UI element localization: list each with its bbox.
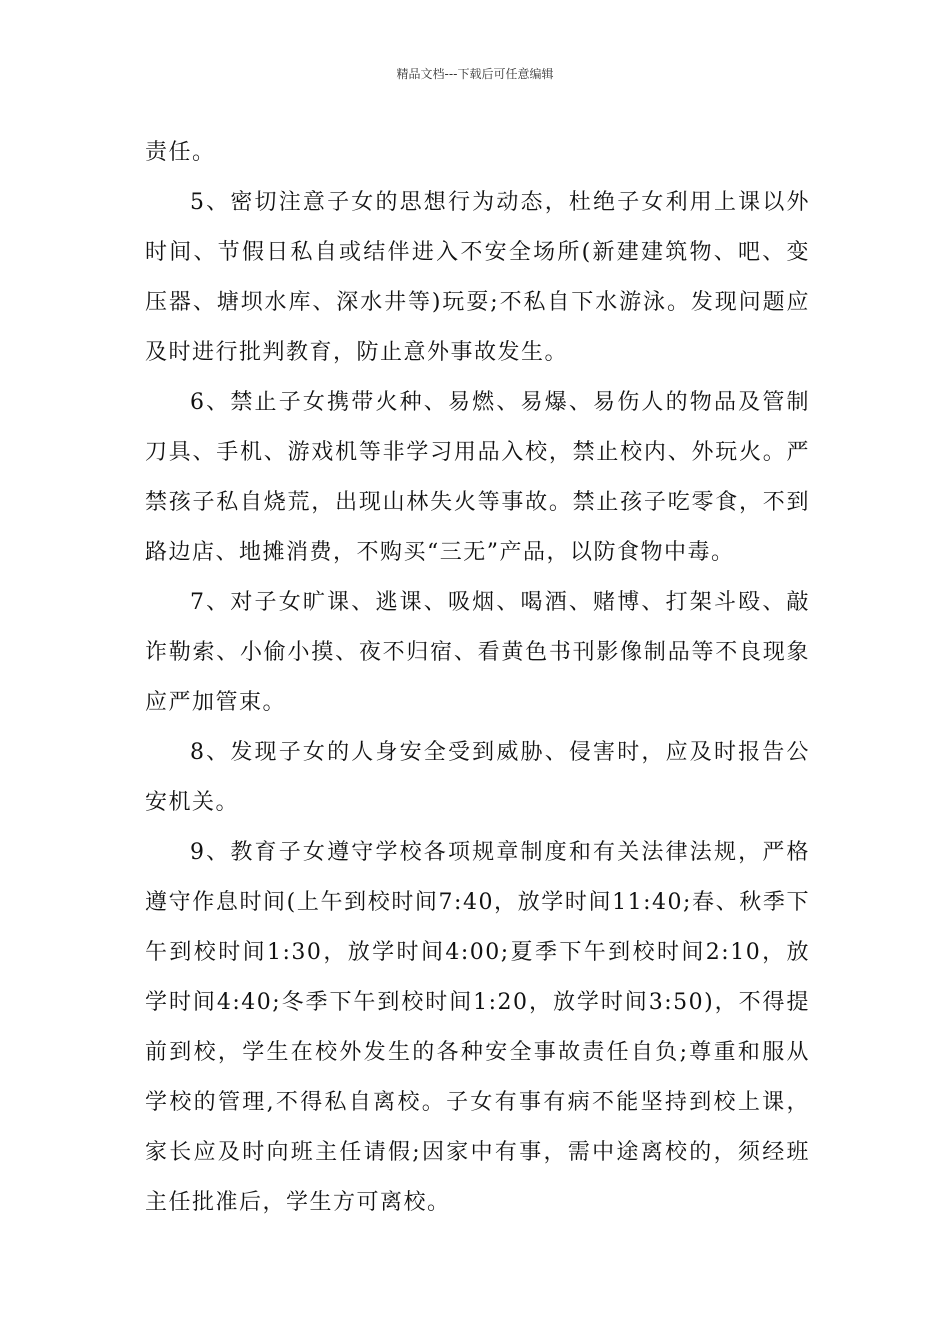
paragraph-item-7: 7、对子女旷课、逃课、吸烟、喝酒、赌博、打架斗殴、敲诈勒索、小偷小摸、夜不归宿、看黄色书刊影像制品等不良现象应严加管束。 — [145, 590, 810, 715]
document-body — [145, 128, 810, 1228]
paragraph-item-9: 9、教育子女遵守学校各项规章制度和有关法律法规，严格遵守作息时间(上午到校时间7:40，放学时间11:40;春、秋季下午到校时间1:30，放学时间4:00;夏季下午到校时间2:10，放学时间4:40;冬季下午到校时间1:20，放学时间3:50)，不得提前到校，学生在校外发生的各种安全事故责任自负;尊重和服从学校的管理,不得私自离校。子女有事有病不能坚持到校上课，家长应及时向班主任请假;因家中有事，需中途离校的，须经班主任批准后，学生方可离校。 — [145, 840, 810, 1215]
paragraph-continuation: 责任。 — [145, 140, 216, 165]
page-header: 精品文档---下载后可任意编辑 — [396, 67, 554, 81]
paragraph-item-6: 6、禁止子女携带火种、易燃、易爆、易伤人的物品及管制刀具、手机、游戏机等非学习用品入校，禁止校内、外玩火。严禁孩子私自烧荒，出现山林失火等事故。禁止孩子吃零食，不到路边店、地摊消费，不购买“三无”产品，以防食物中毒。 — [145, 390, 810, 565]
paragraph-item-5: 5、密切注意子女的思想行为动态，杜绝子女利用上课以外时间、节假日私自或结伴进入不安全场所(新建建筑物、吧、变压器、塘坝水库、深水井等)玩耍;不私自下水游泳。发现问题应及时进行批判教育，防止意外事故发生。 — [145, 190, 810, 365]
paragraph-item-8: 8、发现子女的人身安全受到威胁、侵害时，应及时报告公安机关。 — [145, 740, 810, 815]
